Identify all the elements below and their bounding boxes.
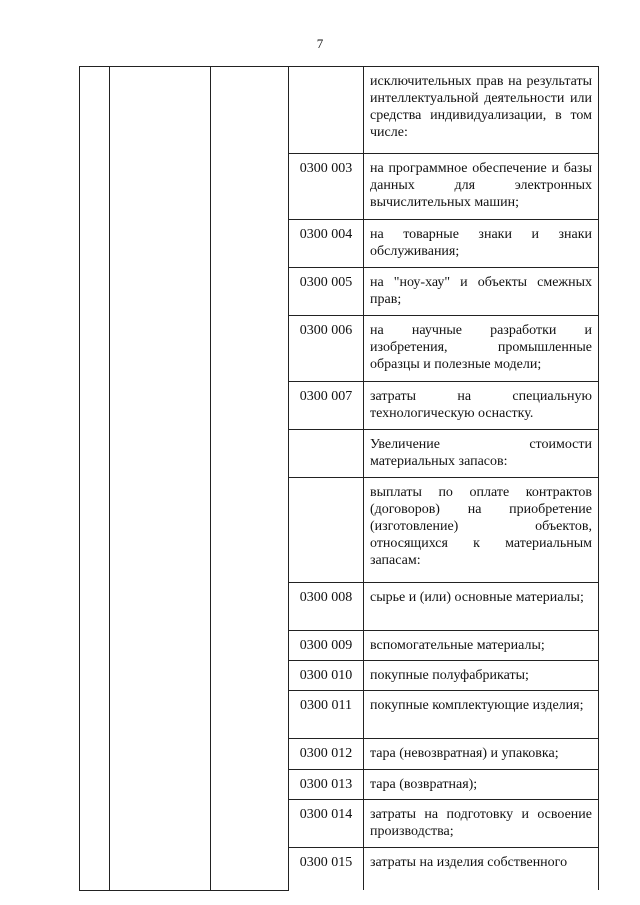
row-text: Увеличение стоимости материальных запасов: [364,430,599,478]
row-text: на товарные знаки и знаки обслуживания; [364,220,599,268]
table-row [80,67,599,154]
row-text: выплаты по оплате контрактов (договоров) на приобретение (изготовление) объектов, относящихся к материальным запасам: [364,478,599,583]
row-text: тара (возвратная); [364,770,599,800]
row-code: 0300 010 [289,661,364,691]
row-code: 0300 008 [289,583,364,631]
row-code: 0300 003 [289,154,364,220]
blank-column-3 [211,67,289,891]
row-text: на "ноу-хау" и объекты смежных прав; [364,268,599,316]
row-code: 0300 005 [289,268,364,316]
row-code: 0300 011 [289,691,364,739]
row-text: покупные полуфабрикаты; [364,661,599,691]
row-text: затраты на подготовку и освоение производства; [364,800,599,848]
row-text: на программное обеспечение и базы данных для электронных вычислительных машин; [364,154,599,220]
row-code: 0300 006 [289,316,364,382]
row-text: тара (невозвратная) и упаковка; [364,739,599,770]
row-text: исключительных прав на результаты интеллектуальной деятельности или средства индивидуализации, в том числе: [364,67,599,154]
row-code: 0300 015 [289,848,364,891]
row-code: 0300 014 [289,800,364,848]
row-code: 0300 004 [289,220,364,268]
page-number: 7 [316,36,324,51]
blank-column-1 [80,67,110,891]
row-text: затраты на специальную технологическую оснастку. [364,382,599,430]
row-text: покупные комплектующие изделия; [364,691,599,739]
row-text: на научные разработки и изобретения, промышленные образцы и полезные модели; [364,316,599,382]
row-text: сырье и (или) основные материалы; [364,583,599,631]
blank-column-2 [110,67,211,891]
row-code [289,478,364,583]
row-text: вспомогательные материалы; [364,631,599,661]
row-code: 0300 007 [289,382,364,430]
row-code [289,67,364,154]
row-code: 0300 009 [289,631,364,661]
row-code [289,430,364,478]
classification-table [79,66,599,891]
row-text: затраты на изделия собственного [364,848,599,891]
row-code: 0300 013 [289,770,364,800]
row-code: 0300 012 [289,739,364,770]
